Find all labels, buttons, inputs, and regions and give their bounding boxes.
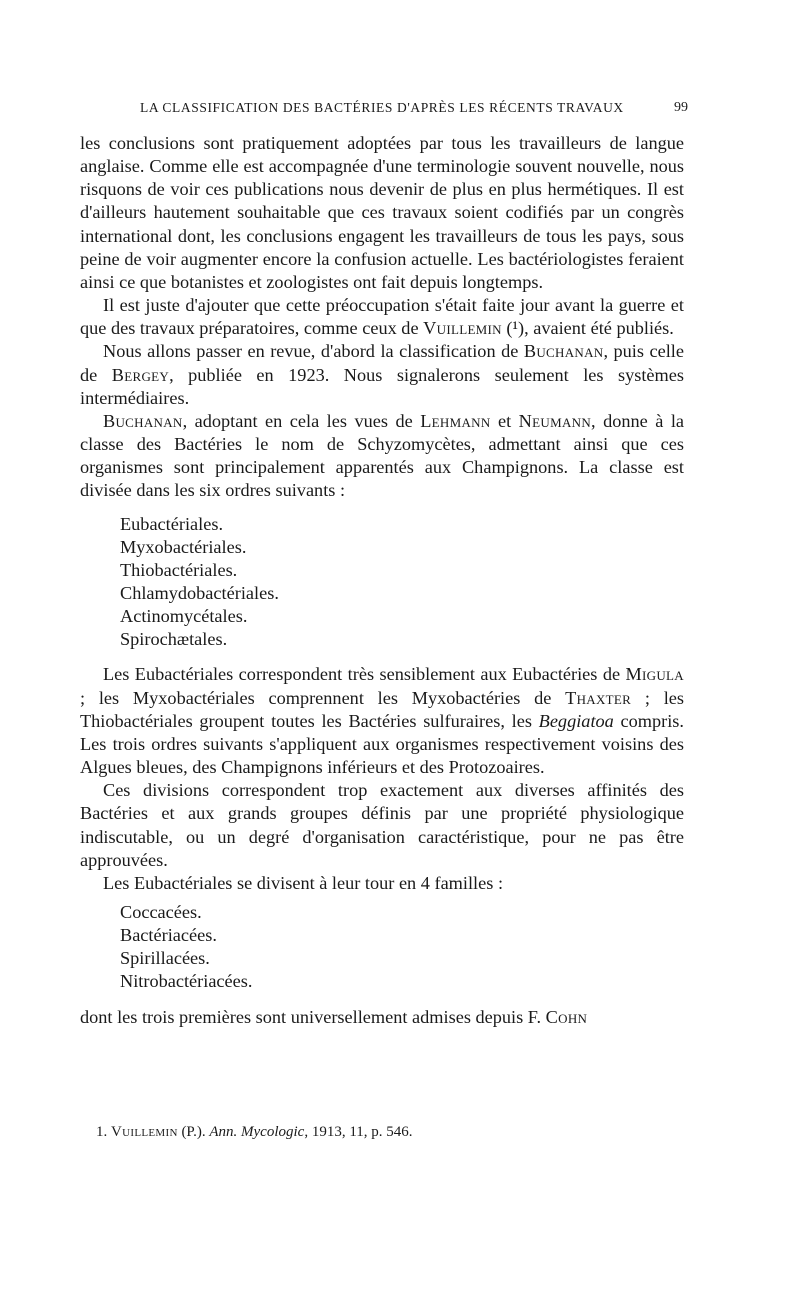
list-item: Chlamydobactériales. [120, 582, 279, 603]
list-item: Nitrobactériacées. [120, 971, 253, 992]
list-item: Actinomycétales. [120, 606, 248, 627]
footnote-journal: Ann. Mycologic [209, 1124, 305, 1140]
author-name: Buchanan [523, 341, 604, 362]
author-name: Vuillemin [423, 318, 502, 339]
author-name: Thaxter [565, 687, 632, 708]
page-number: 99 [674, 100, 688, 115]
author-name: Buchanan [103, 410, 183, 431]
paragraph-text: dont les trois premières sont universellement admises depuis F. [80, 1006, 546, 1027]
paragraph-continuation: les conclusions sont pratiquement adoptées par tous les travailleurs de langue anglaise. Comme elle est accompagnée d'une terminologie souvent nouvelle, nous risquons de voir ces publications nous devenir de plus en plus hermétiques. Il est d'ailleurs hautement souhaitable que ces travaux soient codifiés par un congrès international dont, les conclusions engagent les travailleurs de tous les pays, sous peine de voir augmenter encore la confusion actuelle. Les bactériologistes feraient ainsi ce que botanistes et zoologistes ont fait depuis longtemps. [80, 133, 684, 292]
author-name: Migula [625, 664, 684, 685]
paragraph-text: , publiée en 1923. Nous signalerons seulement les systèmes intermédiaires. [80, 364, 684, 408]
body-text [80, 132, 684, 1029]
list-item: Spirillacées. [120, 948, 210, 969]
orders-list [80, 513, 684, 652]
author-name: Neumann [518, 410, 592, 431]
paragraph-text: , puis celle de [80, 341, 685, 385]
paragraph-text: ; les Thiobactériales groupent toutes les Bactéries sulfuraires, les [80, 687, 685, 731]
paragraph-text: , avaient été publiés. [524, 318, 674, 339]
paragraph-text: , donne à la classe des Bactéries le nom de Schyzomycètes, admettant ainsi que ces organismes sont principalement apparentés aux Champignons. La classe est divisée dans les six ordres suivants : [80, 410, 685, 501]
paragraph-text: Il est juste d'ajouter que cette préoccupation s'était faite jour avant la guerre et que des travaux préparatoires, comme ceux de [80, 295, 684, 339]
paragraph-families-intro: Les Eubactériales se divisent à leur tour en 4 familles : [103, 872, 504, 893]
list-item: Thiobactériales. [120, 559, 238, 580]
paragraph-text: et [490, 410, 519, 431]
list-item: Eubactériales. [120, 513, 224, 534]
list-item: Spirochætales. [120, 629, 228, 650]
paragraph-cohn [80, 1006, 684, 1029]
footnote-marker: (¹) [501, 318, 525, 339]
paragraph-text: Les Eubactériales correspondent très sensiblement aux Eubactéries de [103, 664, 626, 685]
running-head [80, 100, 688, 124]
paragraph-text: ; les Myxobactériales comprennent les Myxobactéries de [80, 687, 566, 708]
footnote-number: 1. [96, 1124, 111, 1140]
author-name: Cohn [545, 1006, 588, 1027]
paragraph-text: , adoptant en cela les vues de [182, 410, 421, 431]
paragraph-eubacteriales [80, 663, 684, 779]
paragraph-buchanan [80, 410, 684, 503]
families-list [80, 901, 684, 994]
paragraph-text: Nous allons passer en revue, d'abord la classification de [103, 341, 524, 362]
footnote-text: (P.). [177, 1124, 210, 1140]
list-item: Myxobactériales. [120, 536, 247, 557]
footnote-author: Vuillemin [111, 1124, 178, 1140]
running-title: LA CLASSIFICATION DES BACTÉRIES D'APRÈS LES RÉCENTS TRAVAUX [140, 100, 624, 115]
list-item: Bactériacées. [120, 925, 217, 946]
author-name: Bergey [111, 364, 170, 385]
paragraph-divisions: Ces divisions correspondent trop exactement aux diverses affinités des Bactéries et aux grands groupes définis par une propriété physiologique indiscutable, ou un degré d'organisation caractéristique, pour ne pas être approuvées. [80, 780, 684, 870]
paragraph-vuillemin [80, 294, 684, 340]
footnote [96, 1124, 656, 1141]
footnote-text: , 1913, 11, p. 546. [304, 1124, 413, 1140]
paragraph-text: compris. Les trois ordres suivants s'appliquent aux organismes respectivement voisins des Algues bleues, des Champignons inférieurs et des Protozoaires. [80, 710, 684, 778]
paragraph-review [80, 340, 684, 409]
genus-name: Beggiatoa [538, 710, 614, 731]
list-item: Coccacées. [120, 902, 202, 922]
author-name: Lehmann [420, 410, 491, 431]
